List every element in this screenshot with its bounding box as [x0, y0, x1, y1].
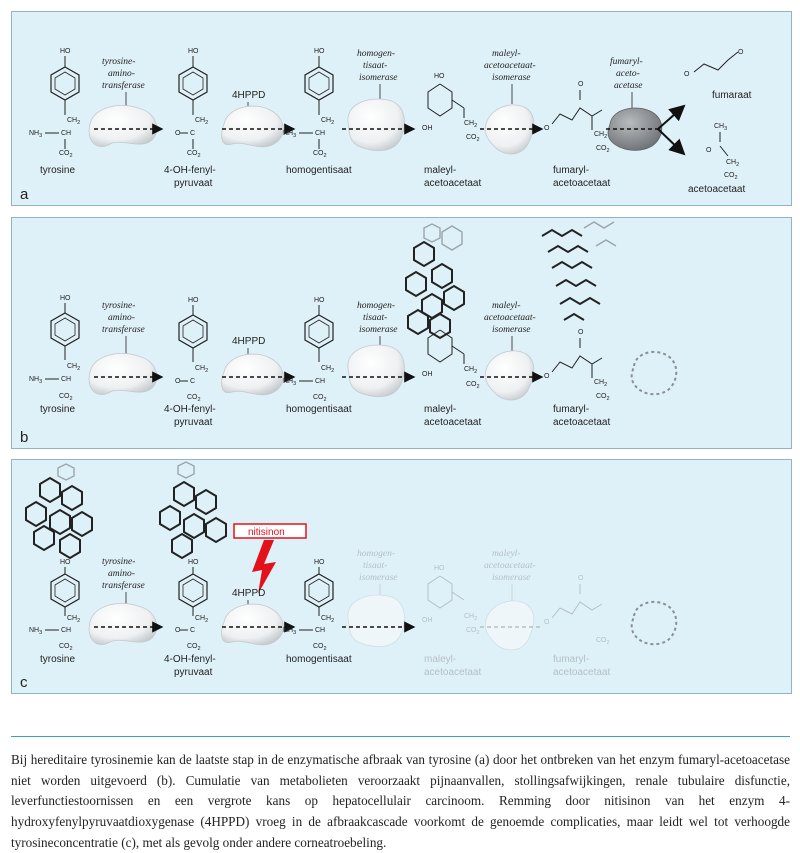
enzyme-label-line: isomerase [492, 325, 531, 335]
subscript: 2 [323, 646, 327, 652]
enzyme-label-line: isomerase [492, 573, 531, 583]
compound-acetoacetaat-line: acetoacetaat [424, 178, 482, 189]
subscript: 3 [39, 133, 43, 139]
enzyme-label-line: isomerase [359, 73, 398, 83]
svg-text:CH: CH [61, 627, 72, 634]
accumulated-metabolites-faded [584, 222, 616, 246]
maleylacetoacetate-structure [422, 73, 480, 143]
subscript: 3 [293, 630, 297, 636]
enzyme-label-line: acetoacetaat- [484, 561, 536, 571]
subscript: 2 [205, 618, 209, 624]
enzyme-label-line: acetase [614, 81, 643, 91]
missing-enzyme-outline [632, 352, 677, 394]
svg-text:HO: HO [188, 559, 199, 566]
maleylacetoacetate-structure-faded [422, 565, 480, 636]
svg-text:HO: HO [60, 295, 71, 302]
enzyme-label-line: acetoacetaat- [484, 61, 536, 71]
svg-text:O: O [544, 373, 550, 380]
svg-text:CO2: $CO_2$ [313, 394, 327, 403]
homogentisate-structure [283, 559, 334, 652]
enzyme-blob [222, 354, 284, 395]
panel-a-diagram [12, 12, 793, 207]
svg-text:CO2: $CO_2$ [596, 637, 610, 646]
nitisinon-label: nitisinon [248, 527, 285, 538]
compound-pyruvaat-line: pyruvaat [174, 178, 213, 189]
svg-text:O: O [738, 49, 744, 56]
svg-text:CH: CH [315, 627, 326, 634]
subscript: 2 [476, 137, 480, 143]
tyrosine-structure [29, 295, 80, 402]
svg-text:CH2: $CH_2$ [726, 159, 740, 168]
subscript: 2 [69, 153, 73, 159]
compound-tyrosine: tyrosine [40, 654, 76, 665]
enzyme-label-line: amino- [108, 313, 135, 323]
enzyme-label-line: transferase [102, 325, 145, 335]
enzyme-blob [89, 603, 157, 644]
subscript: 2 [604, 382, 608, 388]
svg-text:CO2: $CO_2$ [596, 393, 610, 402]
svg-text:CH2: $CH_2$ [321, 615, 335, 624]
compound-fumaryl: fumaryl- [553, 404, 590, 415]
compound-4-oh-fenylpyruvaat: 4-OH-fenyl- [164, 654, 216, 665]
svg-text:O: O [578, 575, 584, 582]
subscript: 2 [77, 618, 81, 624]
svg-text:CH2: $CH_2$ [594, 379, 608, 388]
enzyme-label-line: tisaat- [363, 561, 388, 571]
subscript: 2 [734, 175, 738, 181]
compound-fumaryl: fumaryl- [553, 165, 590, 176]
enzyme-label-line: amino- [108, 569, 135, 579]
subscript: 2 [474, 369, 478, 375]
svg-text:O: O [175, 130, 181, 137]
enzyme-blob [89, 353, 157, 394]
enzyme-4hppd-label: 4HPPD [232, 336, 266, 347]
enzyme-label-line: homogen- [357, 301, 395, 311]
compound-maleyl: maleyl- [424, 404, 457, 415]
subscript: 3 [293, 381, 297, 387]
fumarylacetoacetate-structure-faded [544, 575, 610, 646]
svg-text:CH3: $CH_3$ [714, 123, 728, 132]
compound-homogentisaat: homogentisaat [286, 654, 352, 665]
svg-text:OH: OH [422, 617, 433, 624]
subscript: 3 [39, 630, 43, 636]
svg-text:NH3: $NH_3$ [29, 376, 43, 385]
svg-text:NH3: $NH_3$ [283, 627, 297, 636]
enzyme-blob [222, 106, 284, 147]
svg-text:CO2: $CO_2$ [466, 381, 480, 390]
svg-text:HO: HO [188, 48, 199, 55]
compound-acetoacetaat-line: acetoacetaat [553, 417, 611, 428]
subscript: 2 [197, 153, 201, 159]
homogentisate-structure [283, 48, 334, 159]
subscript: 2 [606, 148, 610, 154]
enzyme-label-line: aceto- [616, 69, 640, 79]
enzyme-label-line: tisaat- [363, 313, 388, 323]
subscript: 2 [606, 640, 610, 646]
tyrosine-structure [29, 48, 80, 159]
subscript: 2 [323, 397, 327, 403]
svg-text:CH: CH [315, 378, 326, 385]
subscript: 2 [69, 646, 73, 652]
svg-text:CH2: $CH_2$ [321, 117, 335, 126]
panel-a [11, 11, 792, 206]
compound-fumaraat: fumaraat [712, 90, 752, 101]
svg-text:C: C [190, 378, 196, 385]
svg-text:CH: CH [315, 130, 326, 137]
panel-letter: c [20, 674, 28, 691]
svg-text:O: O [578, 81, 584, 88]
svg-text:CO2: $CO_2$ [466, 627, 480, 636]
svg-text:CO2: $CO_2$ [313, 643, 327, 652]
svg-text:CO2: $CO_2$ [313, 150, 327, 159]
hydroxyphenylpyruvate-structure [175, 48, 208, 159]
svg-text:CO2: $CO_2$ [466, 134, 480, 143]
enzyme-label-line: maleyl- [492, 549, 521, 559]
accumulated-hydroxyphenylpyruvate [160, 482, 226, 558]
enzyme-label-line: tyrosine- [102, 57, 136, 67]
enzyme-label-line: isomerase [359, 325, 398, 335]
fumarylacetoacetate-structure [544, 81, 610, 154]
ch-label: CH [61, 130, 72, 137]
compound-acetoacetaat-line: acetoacetaat [553, 178, 611, 189]
svg-text:CO2: $CO_2$ [187, 643, 201, 652]
subscript: 3 [39, 379, 43, 385]
enzyme-label-line: fumaryl- [610, 57, 643, 67]
svg-text:CH2: $CH_2$ [195, 365, 209, 374]
panel-b [11, 217, 792, 449]
compound-pyruvaat-line: pyruvaat [174, 667, 213, 678]
svg-text:CH: CH [61, 376, 72, 383]
enzyme-label-line: isomerase [359, 573, 398, 583]
svg-text:HO: HO [60, 559, 71, 566]
svg-text:CO2: $CO_2$ [724, 172, 738, 181]
hydroxyphenylpyruvate-structure [175, 559, 208, 652]
svg-text:C: C [190, 130, 196, 137]
svg-text:HO: HO [434, 565, 445, 572]
accumulated-tyrosine [26, 478, 92, 558]
svg-text:NH3: $NH_3$ [283, 130, 297, 139]
enzyme-label-line: maleyl- [492, 49, 521, 59]
compound-fumaryl: fumaryl- [553, 654, 590, 665]
enzyme-label-line: isomerase [492, 73, 531, 83]
subscript: 2 [197, 397, 201, 403]
compound-4-oh-fenylpyruvaat: 4-OH-fenyl- [164, 404, 216, 415]
compound-maleyl: maleyl- [424, 654, 457, 665]
enzyme-label-line: homogen- [357, 49, 395, 59]
subscript: 2 [474, 616, 478, 622]
enzyme-label-line: tisaat- [363, 61, 388, 71]
enzyme-blob [485, 351, 533, 400]
compound-homogentisaat: homogentisaat [286, 165, 352, 176]
hydroxyphenylpyruvate-structure [175, 297, 208, 403]
subscript: 2 [606, 396, 610, 402]
subscript: 2 [331, 618, 335, 624]
enzyme-blob-faded [485, 601, 533, 650]
svg-text:CO2: $CO_2$ [59, 393, 73, 402]
svg-text:O: O [706, 147, 712, 154]
svg-text:CH2: $CH_2$ [195, 117, 209, 126]
subscript: 2 [476, 384, 480, 390]
compound-acetoacetaat-line: acetoacetaat [424, 667, 482, 678]
subscript: 2 [474, 123, 478, 129]
svg-text:HO: HO [314, 297, 325, 304]
compound-acetoacetaat-line: acetoacetaat [553, 667, 611, 678]
enzyme-label-line: transferase [102, 581, 145, 591]
svg-text:HO: HO [314, 48, 325, 55]
enzyme-4hppd-label: 4HPPD [232, 90, 266, 101]
svg-text:O: O [578, 329, 584, 336]
enzyme-label-line: tyrosine- [102, 557, 136, 567]
compound-maleyl: maleyl- [424, 165, 457, 176]
panel-letter: a [20, 186, 29, 203]
subscript: 2 [331, 120, 335, 126]
panel-b-diagram [12, 218, 793, 450]
enzyme-4hppd-label: 4HPPD [232, 588, 266, 599]
fumarylacetoacetate-structure [544, 329, 610, 402]
maleylacetoacetate-structure [422, 330, 480, 390]
compound-tyrosine: tyrosine [40, 165, 76, 176]
svg-text:HO: HO [434, 73, 445, 80]
enzyme-blob-inhibited [222, 604, 284, 645]
enzyme-blob [348, 345, 405, 397]
compound-tyrosine: tyrosine [40, 404, 76, 415]
svg-text:NH3: $NH_3$ [283, 378, 297, 387]
subscript: 3 [293, 133, 297, 139]
enzyme-label-line: tyrosine- [102, 301, 136, 311]
compound-4-oh-fenylpyruvaat: 4-OH-fenyl- [164, 165, 216, 176]
svg-text:CH2: $CH_2$ [464, 366, 478, 375]
homogentisate-structure [283, 297, 334, 403]
enzyme-label-line: homogen- [357, 549, 395, 559]
compound-pyruvaat-line: pyruvaat [174, 417, 213, 428]
faded-downstream [342, 549, 610, 678]
svg-text:CH2: $CH_2$ [464, 613, 478, 622]
compound-homogentisaat: homogentisaat [286, 404, 352, 415]
svg-text:NH3: $NH_3$ [29, 627, 43, 636]
enzyme-label-line: maleyl- [492, 301, 521, 311]
svg-text:O: O [175, 627, 181, 634]
figure-caption: Bij hereditaire tyrosinemie kan de laatste stap in de enzymatische afbraak van tyrosine (a) door het ontbreken van het enzym fumaryl-acetoacetase niet worden uitgevoerd (b). Cumulatie van metabolieten veroorzaakt pijnaanvallen, stollingsafwijkingen, renale tubulaire disfunctie, leverfunctiestoornissen en een vergrote kans op hepatocellulair carcinoom. Remming door nitisinon van het enzym 4-hydroxyfenylpyruvaatdioxygenase (4HPPD) vroeg in de afbraakcascade voorkomt de genoemde complicaties, maar leidt wel tot verhoogde tyrosineconcentratie (c), met als gevolg onder andere corneatroebeling. [11, 736, 790, 853]
enzyme-blob-faded [348, 595, 405, 647]
subscript: 2 [77, 366, 81, 372]
subscript: 2 [197, 646, 201, 652]
svg-text:CO2: $CO_2$ [187, 150, 201, 159]
subscript: 2 [323, 153, 327, 159]
missing-enzyme-outline [632, 602, 677, 644]
svg-text:O: O [175, 378, 181, 385]
panel-letter: b [20, 429, 29, 446]
accumulated-metabolites [542, 230, 600, 320]
enzyme-label-line: acetoacetaat- [484, 313, 536, 323]
svg-text:O: O [544, 619, 550, 626]
svg-text:O: O [684, 71, 690, 78]
ho-label: HO [60, 48, 71, 55]
panel-c-diagram [12, 460, 793, 695]
subscript: 2 [205, 120, 209, 126]
svg-text:CO2: $CO_2$ [596, 145, 610, 154]
ch2-label: $CH_2$ [67, 117, 81, 126]
subscript: 2 [476, 630, 480, 636]
svg-text:CH2: $CH_2$ [67, 363, 81, 372]
tyrosine-structure [29, 559, 80, 652]
svg-text:CO2: $CO_2$ [187, 394, 201, 403]
panel-c [11, 459, 792, 694]
inhibition-bolt [252, 540, 276, 594]
svg-text:CH2: $CH_2$ [594, 131, 608, 140]
compound-acetoacetaat: acetoacetaat [688, 184, 746, 195]
subscript: 2 [69, 396, 73, 402]
accumulated-metabolites [406, 242, 464, 338]
svg-text:CH2: $CH_2$ [195, 615, 209, 624]
fumarate-structure [684, 49, 744, 78]
enzyme-blob [89, 105, 157, 146]
subscript: 2 [205, 368, 209, 374]
enzyme-label-line: amino- [108, 69, 135, 79]
svg-text:CH2: $CH_2$ [67, 615, 81, 624]
acetoacetate-structure [706, 123, 739, 181]
svg-text:HO: HO [188, 297, 199, 304]
co2-label: $CO_2$ [59, 150, 73, 159]
svg-text:CO2: $CO_2$ [59, 643, 73, 652]
subscript: 2 [77, 120, 81, 126]
svg-text:O: O [544, 125, 550, 132]
subscript: 3 [724, 126, 728, 132]
svg-text:OH: OH [422, 125, 433, 132]
svg-text:CH2: $CH_2$ [464, 120, 478, 129]
subscript: 2 [604, 134, 608, 140]
svg-text:HO: HO [314, 559, 325, 566]
svg-text:OH: OH [422, 371, 433, 378]
subscript: 2 [331, 368, 335, 374]
subscript: 2 [736, 162, 740, 168]
nh3-label: $NH_3$ [29, 130, 43, 139]
enzyme-blob [348, 99, 405, 151]
svg-text:CH2: $CH_2$ [321, 365, 335, 374]
enzyme-label-line: transferase [102, 81, 145, 91]
svg-text:C: C [190, 627, 196, 634]
compound-acetoacetaat-line: acetoacetaat [424, 417, 482, 428]
